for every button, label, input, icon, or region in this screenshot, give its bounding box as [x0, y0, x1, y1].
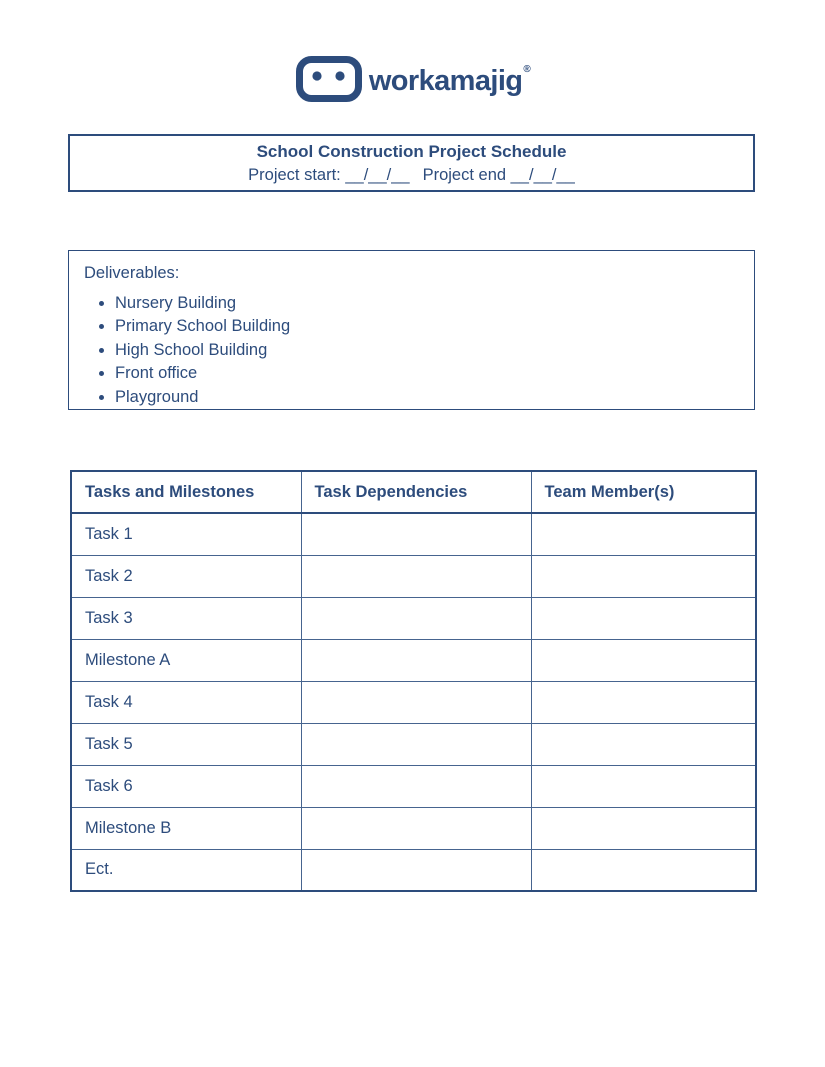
table-row — [71, 723, 756, 765]
task-cell: Task 2 — [71, 555, 301, 597]
team-cell — [531, 765, 756, 807]
list-item: • Nursery Building — [115, 292, 754, 315]
team-cell — [531, 513, 756, 555]
list-item: • High School Building — [115, 339, 754, 362]
registered-trademark-symbol: ® — [523, 63, 531, 75]
dependencies-cell — [301, 597, 531, 639]
robot-face-icon — [296, 56, 362, 102]
column-header-team: Team Member(s) — [531, 471, 756, 513]
team-cell — [531, 597, 756, 639]
dependencies-cell — [301, 723, 531, 765]
table-row — [71, 807, 756, 849]
task-cell: Ect. — [71, 849, 301, 891]
dependencies-cell — [301, 555, 531, 597]
team-cell — [531, 681, 756, 723]
team-cell — [531, 555, 756, 597]
task-cell: Milestone B — [71, 807, 301, 849]
list-item: • Primary School Building — [115, 315, 754, 338]
dependencies-cell — [301, 639, 531, 681]
team-cell — [531, 807, 756, 849]
dependencies-cell — [301, 849, 531, 891]
deliverables-list — [69, 292, 754, 409]
column-header-tasks: Tasks and Milestones — [71, 471, 301, 513]
list-item: • Front office — [115, 362, 754, 385]
team-cell — [531, 849, 756, 891]
task-cell: Task 4 — [71, 681, 301, 723]
table-row — [71, 681, 756, 723]
brand-wordmark — [369, 63, 529, 96]
dependencies-cell — [301, 513, 531, 555]
deliverables-box — [68, 250, 755, 410]
table-row — [71, 513, 756, 555]
project-end-field: Project end __/__/__ — [422, 165, 575, 184]
column-header-dependencies: Task Dependencies — [301, 471, 531, 513]
project-dates-line — [248, 166, 575, 185]
task-cell: Task 1 — [71, 513, 301, 555]
brand-logo — [0, 56, 825, 102]
table-row — [71, 849, 756, 891]
task-cell: Task 5 — [71, 723, 301, 765]
page-title: School Construction Project Schedule — [256, 141, 567, 161]
dependencies-cell — [301, 681, 531, 723]
team-cell — [531, 639, 756, 681]
dependencies-cell — [301, 807, 531, 849]
table-row — [71, 555, 756, 597]
list-item: • Playground — [115, 386, 754, 409]
brand-wordmark-text: workamajig — [368, 64, 523, 97]
table-row — [71, 765, 756, 807]
task-cell: Task 3 — [71, 597, 301, 639]
task-cell: Task 6 — [71, 765, 301, 807]
project-start-field: Project start: __/__/__ — [248, 165, 410, 184]
dependencies-cell — [301, 765, 531, 807]
title-box — [68, 134, 755, 192]
deliverables-label: Deliverables: — [84, 264, 180, 282]
team-cell — [531, 723, 756, 765]
task-cell: Milestone A — [71, 639, 301, 681]
table-header-row — [71, 471, 756, 513]
schedule-table — [70, 470, 757, 892]
table-row — [71, 639, 756, 681]
table-row — [71, 597, 756, 639]
